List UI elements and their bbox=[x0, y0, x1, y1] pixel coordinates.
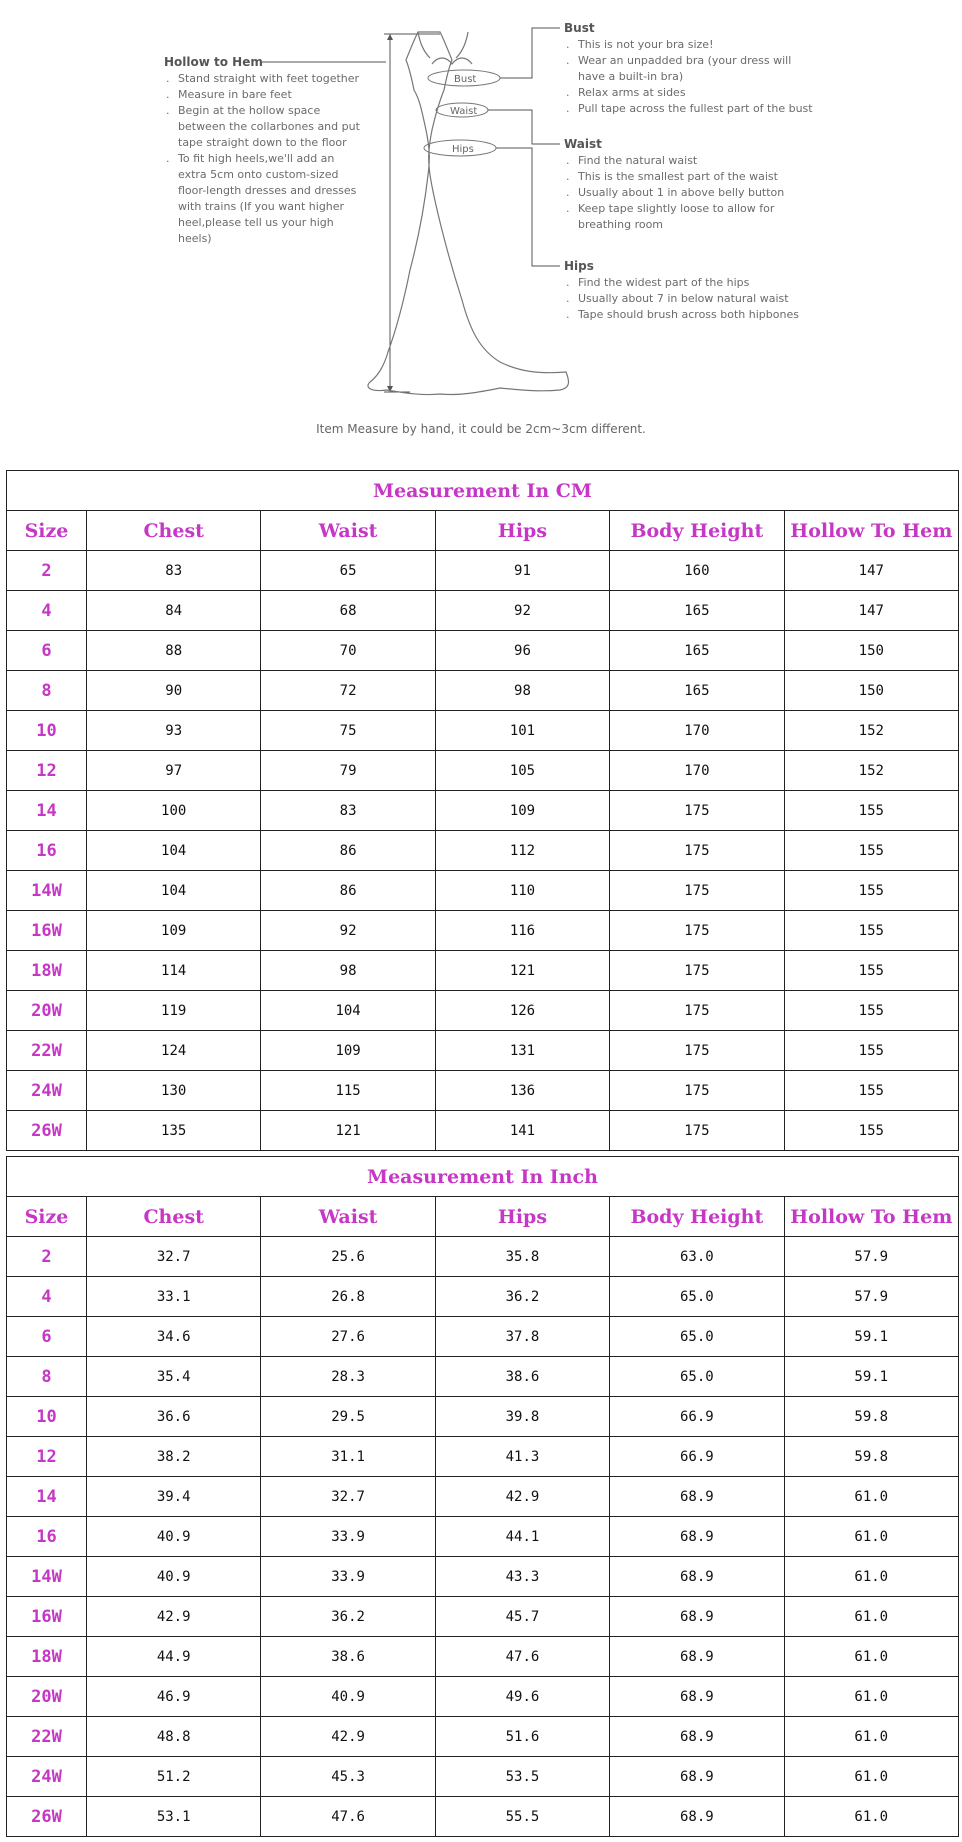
note-line bbox=[564, 307, 814, 323]
table-row bbox=[7, 1437, 959, 1477]
value-cell: 68.9 bbox=[610, 1677, 784, 1717]
value-cell: 53.1 bbox=[87, 1797, 261, 1837]
value-cell: 61.0 bbox=[784, 1637, 958, 1677]
value-cell: 53.5 bbox=[435, 1757, 609, 1797]
bullet-icon: . bbox=[566, 38, 570, 51]
value-cell: 33.9 bbox=[261, 1517, 435, 1557]
value-cell: 165 bbox=[610, 631, 784, 671]
table-cm-body bbox=[7, 551, 959, 1151]
value-cell: 35.4 bbox=[87, 1357, 261, 1397]
value-cell: 170 bbox=[610, 711, 784, 751]
waist-list bbox=[564, 153, 814, 233]
bullet-icon: . bbox=[166, 104, 170, 117]
value-cell: 105 bbox=[435, 751, 609, 791]
table-row bbox=[7, 871, 959, 911]
value-cell: 175 bbox=[610, 791, 784, 831]
value-cell: 109 bbox=[435, 791, 609, 831]
value-cell: 155 bbox=[784, 791, 958, 831]
bust-leader bbox=[500, 28, 560, 78]
table-cm-title: Measurement In CM bbox=[7, 471, 959, 511]
strap-left bbox=[418, 32, 430, 58]
value-cell: 141 bbox=[435, 1111, 609, 1151]
value-cell: 68.9 bbox=[610, 1637, 784, 1677]
value-cell: 155 bbox=[784, 951, 958, 991]
value-cell: 34.6 bbox=[87, 1317, 261, 1357]
value-cell: 32.7 bbox=[87, 1237, 261, 1277]
value-cell: 175 bbox=[610, 1111, 784, 1151]
table-inch-body bbox=[7, 1237, 959, 1837]
table-row bbox=[7, 671, 959, 711]
size-cell: 22W bbox=[7, 1031, 87, 1071]
value-cell: 114 bbox=[87, 951, 261, 991]
value-cell: 121 bbox=[261, 1111, 435, 1151]
table-row bbox=[7, 791, 959, 831]
size-cell: 6 bbox=[7, 1317, 87, 1357]
hips-list bbox=[564, 275, 814, 323]
value-cell: 38.2 bbox=[87, 1437, 261, 1477]
hips-dress-label: Hips bbox=[452, 144, 474, 155]
column-header: Hips bbox=[435, 511, 609, 551]
value-cell: 65.0 bbox=[610, 1357, 784, 1397]
table-cm-header-row bbox=[7, 511, 959, 551]
hips-notes bbox=[564, 258, 814, 323]
value-cell: 65.0 bbox=[610, 1277, 784, 1317]
value-cell: 96 bbox=[435, 631, 609, 671]
note-text: Measure in bare feet bbox=[178, 88, 292, 101]
value-cell: 98 bbox=[261, 951, 435, 991]
value-cell: 112 bbox=[435, 831, 609, 871]
value-cell: 104 bbox=[87, 871, 261, 911]
bust-list bbox=[564, 37, 814, 117]
value-cell: 131 bbox=[435, 1031, 609, 1071]
value-cell: 36.2 bbox=[261, 1597, 435, 1637]
column-header: Size bbox=[7, 1197, 87, 1237]
value-cell: 29.5 bbox=[261, 1397, 435, 1437]
value-cell: 155 bbox=[784, 1111, 958, 1151]
value-cell: 152 bbox=[784, 711, 958, 751]
value-cell: 155 bbox=[784, 871, 958, 911]
size-cell: 16 bbox=[7, 831, 87, 871]
value-cell: 47.6 bbox=[261, 1797, 435, 1837]
value-cell: 55.5 bbox=[435, 1797, 609, 1837]
bullet-icon: . bbox=[566, 276, 570, 289]
size-cell: 24W bbox=[7, 1071, 87, 1111]
value-cell: 91 bbox=[435, 551, 609, 591]
note-line bbox=[564, 101, 814, 117]
table-row bbox=[7, 1757, 959, 1797]
value-cell: 61.0 bbox=[784, 1597, 958, 1637]
value-cell: 130 bbox=[87, 1071, 261, 1111]
note-text: To fit high heels,we'll add an extra 5cm onto custom-sized floor-length dresses and dresses with trains (If you want higher heel,please tell us your high heels) bbox=[178, 152, 357, 245]
size-cell: 14W bbox=[7, 1557, 87, 1597]
value-cell: 65.0 bbox=[610, 1317, 784, 1357]
value-cell: 147 bbox=[784, 551, 958, 591]
value-cell: 175 bbox=[610, 911, 784, 951]
value-cell: 92 bbox=[261, 911, 435, 951]
value-cell: 46.9 bbox=[87, 1677, 261, 1717]
value-cell: 126 bbox=[435, 991, 609, 1031]
value-cell: 59.1 bbox=[784, 1357, 958, 1397]
value-cell: 59.8 bbox=[784, 1397, 958, 1437]
size-cell: 14 bbox=[7, 791, 87, 831]
bullet-icon: . bbox=[166, 72, 170, 85]
value-cell: 98 bbox=[435, 671, 609, 711]
bullet-icon: . bbox=[566, 102, 570, 115]
value-cell: 51.2 bbox=[87, 1757, 261, 1797]
table-row bbox=[7, 1637, 959, 1677]
table-row bbox=[7, 591, 959, 631]
value-cell: 124 bbox=[87, 1031, 261, 1071]
value-cell: 150 bbox=[784, 631, 958, 671]
value-cell: 33.9 bbox=[261, 1557, 435, 1597]
value-cell: 57.9 bbox=[784, 1237, 958, 1277]
note-text: Tape should brush across both hipbones bbox=[578, 308, 799, 321]
value-cell: 92 bbox=[435, 591, 609, 631]
value-cell: 33.1 bbox=[87, 1277, 261, 1317]
table-inch-title: Measurement In Inch bbox=[7, 1157, 959, 1197]
value-cell: 48.8 bbox=[87, 1717, 261, 1757]
waist-leader bbox=[488, 110, 560, 144]
note-text: Relax arms at sides bbox=[578, 86, 686, 99]
note-line bbox=[564, 185, 814, 201]
hips-title: Hips bbox=[564, 259, 594, 273]
bullet-icon: . bbox=[166, 88, 170, 101]
value-cell: 165 bbox=[610, 671, 784, 711]
value-cell: 36.2 bbox=[435, 1277, 609, 1317]
note-text: Keep tape slightly loose to allow for breathing room bbox=[578, 202, 775, 231]
value-cell: 101 bbox=[435, 711, 609, 751]
value-cell: 116 bbox=[435, 911, 609, 951]
value-cell: 175 bbox=[610, 1031, 784, 1071]
value-cell: 40.9 bbox=[87, 1557, 261, 1597]
table-row bbox=[7, 631, 959, 671]
value-cell: 45.3 bbox=[261, 1757, 435, 1797]
value-cell: 59.8 bbox=[784, 1437, 958, 1477]
size-table-cm bbox=[6, 470, 959, 1151]
value-cell: 68.9 bbox=[610, 1717, 784, 1757]
value-cell: 175 bbox=[610, 951, 784, 991]
size-cell: 2 bbox=[7, 1237, 87, 1277]
column-header: Body Height bbox=[610, 1197, 784, 1237]
note-line bbox=[564, 291, 814, 307]
value-cell: 43.3 bbox=[435, 1557, 609, 1597]
note-line bbox=[564, 275, 814, 291]
value-cell: 155 bbox=[784, 991, 958, 1031]
bullet-icon: . bbox=[566, 202, 570, 215]
table-row bbox=[7, 1357, 959, 1397]
value-cell: 152 bbox=[784, 751, 958, 791]
size-cell: 8 bbox=[7, 1357, 87, 1397]
value-cell: 136 bbox=[435, 1071, 609, 1111]
table-row bbox=[7, 1031, 959, 1071]
size-cell: 2 bbox=[7, 551, 87, 591]
column-header: Waist bbox=[261, 1197, 435, 1237]
value-cell: 42.9 bbox=[435, 1477, 609, 1517]
value-cell: 84 bbox=[87, 591, 261, 631]
value-cell: 104 bbox=[87, 831, 261, 871]
value-cell: 66.9 bbox=[610, 1437, 784, 1477]
value-cell: 47.6 bbox=[435, 1637, 609, 1677]
value-cell: 83 bbox=[87, 551, 261, 591]
size-cell: 6 bbox=[7, 631, 87, 671]
bullet-icon: . bbox=[566, 308, 570, 321]
strap-right bbox=[456, 32, 468, 58]
note-line bbox=[564, 37, 814, 53]
size-cell: 20W bbox=[7, 991, 87, 1031]
size-cell: 12 bbox=[7, 1437, 87, 1477]
value-cell: 61.0 bbox=[784, 1477, 958, 1517]
table-row bbox=[7, 1717, 959, 1757]
value-cell: 160 bbox=[610, 551, 784, 591]
value-cell: 155 bbox=[784, 911, 958, 951]
value-cell: 119 bbox=[87, 991, 261, 1031]
table-row bbox=[7, 1517, 959, 1557]
table-row bbox=[7, 1597, 959, 1637]
size-cell: 24W bbox=[7, 1757, 87, 1797]
note-text: Wear an unpadded bra (your dress will have a built-in bra) bbox=[578, 54, 792, 83]
note-text: This is not your bra size! bbox=[578, 38, 714, 51]
value-cell: 27.6 bbox=[261, 1317, 435, 1357]
value-cell: 31.1 bbox=[261, 1437, 435, 1477]
value-cell: 110 bbox=[435, 871, 609, 911]
note-line bbox=[164, 71, 364, 87]
value-cell: 135 bbox=[87, 1111, 261, 1151]
table-row bbox=[7, 831, 959, 871]
value-cell: 26.8 bbox=[261, 1277, 435, 1317]
arrow-up-icon bbox=[387, 34, 393, 40]
size-cell: 16 bbox=[7, 1517, 87, 1557]
value-cell: 37.8 bbox=[435, 1317, 609, 1357]
bullet-icon: . bbox=[166, 152, 170, 165]
bust-dress-label: Bust bbox=[454, 74, 477, 85]
value-cell: 45.7 bbox=[435, 1597, 609, 1637]
note-line bbox=[564, 153, 814, 169]
size-cell: 4 bbox=[7, 1277, 87, 1317]
value-cell: 66.9 bbox=[610, 1397, 784, 1437]
value-cell: 97 bbox=[87, 751, 261, 791]
column-header: Size bbox=[7, 511, 87, 551]
value-cell: 35.8 bbox=[435, 1237, 609, 1277]
value-cell: 75 bbox=[261, 711, 435, 751]
value-cell: 155 bbox=[784, 831, 958, 871]
value-cell: 40.9 bbox=[261, 1677, 435, 1717]
note-line bbox=[564, 85, 814, 101]
value-cell: 40.9 bbox=[87, 1517, 261, 1557]
value-cell: 36.6 bbox=[87, 1397, 261, 1437]
table-row bbox=[7, 1677, 959, 1717]
value-cell: 61.0 bbox=[784, 1557, 958, 1597]
size-cell: 18W bbox=[7, 1637, 87, 1677]
bullet-icon: . bbox=[566, 86, 570, 99]
value-cell: 150 bbox=[784, 671, 958, 711]
value-cell: 121 bbox=[435, 951, 609, 991]
value-cell: 68.9 bbox=[610, 1557, 784, 1597]
note-text: Find the natural waist bbox=[578, 154, 698, 167]
waist-notes bbox=[564, 136, 814, 233]
table-row bbox=[7, 991, 959, 1031]
value-cell: 44.1 bbox=[435, 1517, 609, 1557]
table-row bbox=[7, 1277, 959, 1317]
table-row bbox=[7, 1557, 959, 1597]
value-cell: 61.0 bbox=[784, 1517, 958, 1557]
waist-dress-label: Waist bbox=[450, 106, 478, 117]
table-row bbox=[7, 1477, 959, 1517]
size-cell: 18W bbox=[7, 951, 87, 991]
value-cell: 68 bbox=[261, 591, 435, 631]
note-line bbox=[564, 53, 814, 85]
size-cell: 10 bbox=[7, 1397, 87, 1437]
value-cell: 79 bbox=[261, 751, 435, 791]
value-cell: 109 bbox=[87, 911, 261, 951]
table-row bbox=[7, 1111, 959, 1151]
size-cell: 20W bbox=[7, 1677, 87, 1717]
measurement-diagram bbox=[0, 0, 962, 450]
size-cell: 16W bbox=[7, 1597, 87, 1637]
table-row bbox=[7, 911, 959, 951]
size-table-inch bbox=[6, 1156, 959, 1837]
value-cell: 70 bbox=[261, 631, 435, 671]
value-cell: 68.9 bbox=[610, 1477, 784, 1517]
value-cell: 59.1 bbox=[784, 1317, 958, 1357]
note-text: Stand straight with feet together bbox=[178, 72, 360, 85]
size-cell: 10 bbox=[7, 711, 87, 751]
bust-notes bbox=[564, 20, 814, 117]
value-cell: 175 bbox=[610, 991, 784, 1031]
size-cell: 26W bbox=[7, 1797, 87, 1837]
value-cell: 155 bbox=[784, 1031, 958, 1071]
size-cell: 22W bbox=[7, 1717, 87, 1757]
value-cell: 165 bbox=[610, 591, 784, 631]
note-text: Usually about 1 in above belly button bbox=[578, 186, 785, 199]
value-cell: 63.0 bbox=[610, 1237, 784, 1277]
value-cell: 83 bbox=[261, 791, 435, 831]
value-cell: 68.9 bbox=[610, 1517, 784, 1557]
value-cell: 170 bbox=[610, 751, 784, 791]
note-text: Usually about 7 in below natural waist bbox=[578, 292, 789, 305]
size-cell: 8 bbox=[7, 671, 87, 711]
value-cell: 175 bbox=[610, 831, 784, 871]
size-cell: 16W bbox=[7, 911, 87, 951]
value-cell: 104 bbox=[261, 991, 435, 1031]
note-line bbox=[164, 151, 364, 247]
column-header: Hips bbox=[435, 1197, 609, 1237]
note-text: Pull tape across the fullest part of the bust bbox=[578, 102, 813, 115]
value-cell: 88 bbox=[87, 631, 261, 671]
hollow-to-hem-list bbox=[164, 71, 364, 247]
value-cell: 41.3 bbox=[435, 1437, 609, 1477]
value-cell: 57.9 bbox=[784, 1277, 958, 1317]
value-cell: 115 bbox=[261, 1071, 435, 1111]
size-cell: 26W bbox=[7, 1111, 87, 1151]
table-inch-header-row bbox=[7, 1197, 959, 1237]
note-line bbox=[564, 169, 814, 185]
value-cell: 61.0 bbox=[784, 1797, 958, 1837]
table-row bbox=[7, 711, 959, 751]
bullet-icon: . bbox=[566, 170, 570, 183]
table-row bbox=[7, 1071, 959, 1111]
value-cell: 61.0 bbox=[784, 1717, 958, 1757]
size-cell: 14W bbox=[7, 871, 87, 911]
bullet-icon: . bbox=[566, 54, 570, 67]
table-row bbox=[7, 1797, 959, 1837]
value-cell: 175 bbox=[610, 871, 784, 911]
value-cell: 65 bbox=[261, 551, 435, 591]
size-cell: 12 bbox=[7, 751, 87, 791]
value-cell: 32.7 bbox=[261, 1477, 435, 1517]
value-cell: 42.9 bbox=[261, 1717, 435, 1757]
column-header: Hollow To Hem bbox=[784, 511, 958, 551]
bullet-icon: . bbox=[566, 292, 570, 305]
value-cell: 44.9 bbox=[87, 1637, 261, 1677]
bust-title: Bust bbox=[564, 21, 595, 35]
value-cell: 155 bbox=[784, 1071, 958, 1111]
bullet-icon: . bbox=[566, 186, 570, 199]
note-line bbox=[564, 201, 814, 233]
value-cell: 93 bbox=[87, 711, 261, 751]
size-cell: 14 bbox=[7, 1477, 87, 1517]
column-header: Waist bbox=[261, 511, 435, 551]
waist-title: Waist bbox=[564, 137, 602, 151]
value-cell: 175 bbox=[610, 1071, 784, 1111]
value-cell: 68.9 bbox=[610, 1597, 784, 1637]
value-cell: 68.9 bbox=[610, 1757, 784, 1797]
note-line bbox=[164, 87, 364, 103]
value-cell: 25.6 bbox=[261, 1237, 435, 1277]
note-text: Find the widest part of the hips bbox=[578, 276, 750, 289]
value-cell: 39.4 bbox=[87, 1477, 261, 1517]
note-text: Begin at the hollow space between the collarbones and put tape straight down to the floor bbox=[178, 104, 360, 149]
value-cell: 68.9 bbox=[610, 1797, 784, 1837]
table-row bbox=[7, 951, 959, 991]
value-cell: 61.0 bbox=[784, 1677, 958, 1717]
table-row bbox=[7, 551, 959, 591]
value-cell: 49.6 bbox=[435, 1677, 609, 1717]
note-text: This is the smallest part of the waist bbox=[578, 170, 778, 183]
table-row bbox=[7, 751, 959, 791]
value-cell: 38.6 bbox=[261, 1637, 435, 1677]
value-cell: 72 bbox=[261, 671, 435, 711]
dress-measure-illustration bbox=[0, 0, 962, 420]
value-cell: 86 bbox=[261, 831, 435, 871]
column-header: Chest bbox=[87, 511, 261, 551]
value-cell: 38.6 bbox=[435, 1357, 609, 1397]
value-cell: 90 bbox=[87, 671, 261, 711]
column-header: Chest bbox=[87, 1197, 261, 1237]
table-row bbox=[7, 1317, 959, 1357]
hollow-to-hem-title: Hollow to Hem bbox=[164, 55, 263, 69]
value-cell: 39.8 bbox=[435, 1397, 609, 1437]
note-line bbox=[164, 103, 364, 151]
measure-note: Item Measure by hand, it could be 2cm~3cm different. bbox=[316, 422, 646, 436]
value-cell: 109 bbox=[261, 1031, 435, 1071]
value-cell: 51.6 bbox=[435, 1717, 609, 1757]
bullet-icon: . bbox=[566, 154, 570, 167]
value-cell: 86 bbox=[261, 871, 435, 911]
value-cell: 61.0 bbox=[784, 1757, 958, 1797]
column-header: Hollow To Hem bbox=[784, 1197, 958, 1237]
value-cell: 42.9 bbox=[87, 1597, 261, 1637]
column-header: Body Height bbox=[610, 511, 784, 551]
table-row bbox=[7, 1397, 959, 1437]
value-cell: 147 bbox=[784, 591, 958, 631]
size-cell: 4 bbox=[7, 591, 87, 631]
table-row bbox=[7, 1237, 959, 1277]
value-cell: 100 bbox=[87, 791, 261, 831]
value-cell: 28.3 bbox=[261, 1357, 435, 1397]
hollow-to-hem-notes bbox=[164, 54, 364, 247]
hips-leader bbox=[496, 148, 560, 266]
